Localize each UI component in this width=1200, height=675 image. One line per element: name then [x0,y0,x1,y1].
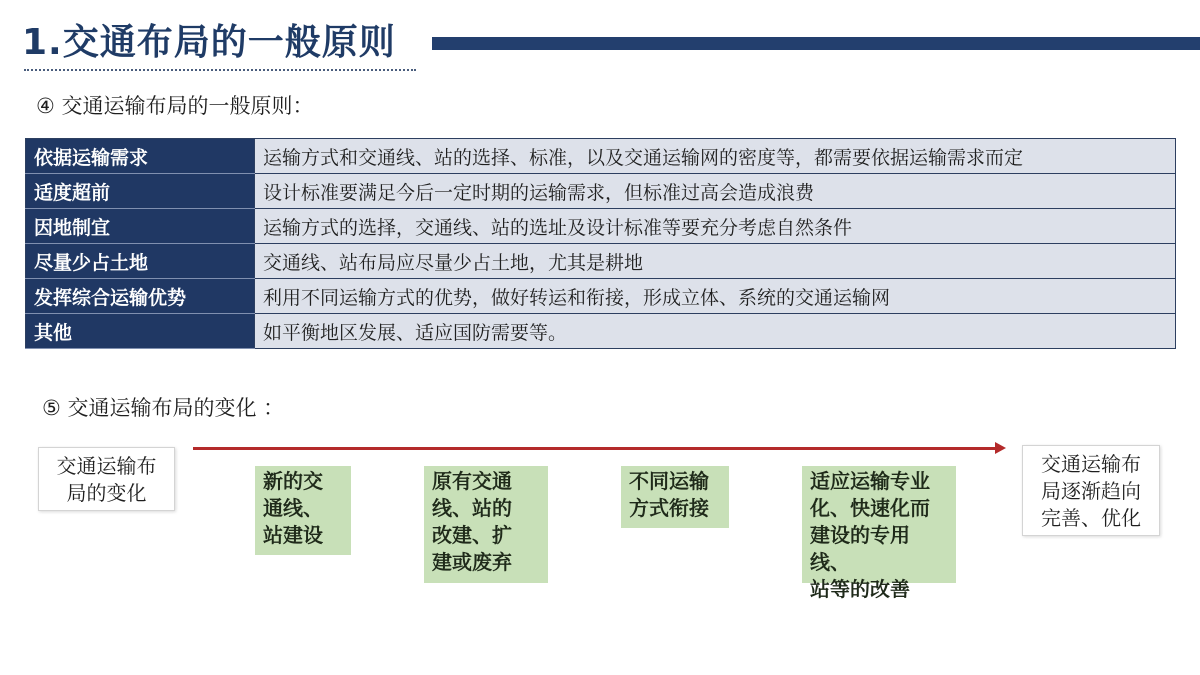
principle-key: 依据运输需求 [26,139,255,174]
principle-key: 适度超前 [26,174,255,209]
stage-mode-connection: 不同运输 方式衔接 [621,466,729,528]
title-dotted-underline [24,69,416,71]
principle-value: 利用不同运输方式的优势，做好转运和衔接，形成立体、系统的交通运输网 [255,279,1176,314]
table-row [26,139,1176,174]
table-row [26,314,1176,349]
layout-result-box: 交通运输布 局逐渐趋向 完善、优化 [1022,445,1160,536]
principle-value: 运输方式和交通线、站的选择、标准，以及交通运输网的密度等，都需要依据运输需求而定 [255,139,1176,174]
stage-specialized-lines: 适应运输专业 化、快速化而 建设的专用线、 站等的改善 [802,466,956,583]
principle-key: 发挥综合运输优势 [26,279,255,314]
table-row [26,209,1176,244]
principle-value: 设计标准要满足今后一定时期的运输需求，但标准过高会造成浪费 [255,174,1176,209]
principle-value: 如平衡地区发展、适应国防需要等。 [255,314,1176,349]
table-row [26,279,1176,314]
principle-key: 尽量少占土地 [26,244,255,279]
principle-value: 运输方式的选择，交通线、站的选址及设计标准等要充分考虑自然条件 [255,209,1176,244]
principle-key: 因地制宜 [26,209,255,244]
principle-value: 交通线、站布局应尽量少占土地，尤其是耕地 [255,244,1176,279]
table-row [26,244,1176,279]
arrow-right-icon [995,442,1006,454]
stage-rebuild-or-abandon: 原有交通 线、站的 改建、扩 建或废弃 [424,466,548,583]
table-row [26,174,1176,209]
principle-key: 其他 [26,314,255,349]
section-4-heading: ④ 交通运输布局的一般原则： [36,94,314,118]
layout-change-label-box: 交通运输布 局的变化 [38,447,175,511]
title-decoration-bar [432,37,1200,50]
principles-table [25,138,1176,349]
timeline-arrow-line [193,447,996,450]
section-5-heading: ⑤ 交通运输布局的变化 ： [42,396,285,420]
stage-new-construction: 新的交 通线、 站建设 [255,466,351,555]
slide-title: 1.交通布局的一般原则 [22,22,396,63]
